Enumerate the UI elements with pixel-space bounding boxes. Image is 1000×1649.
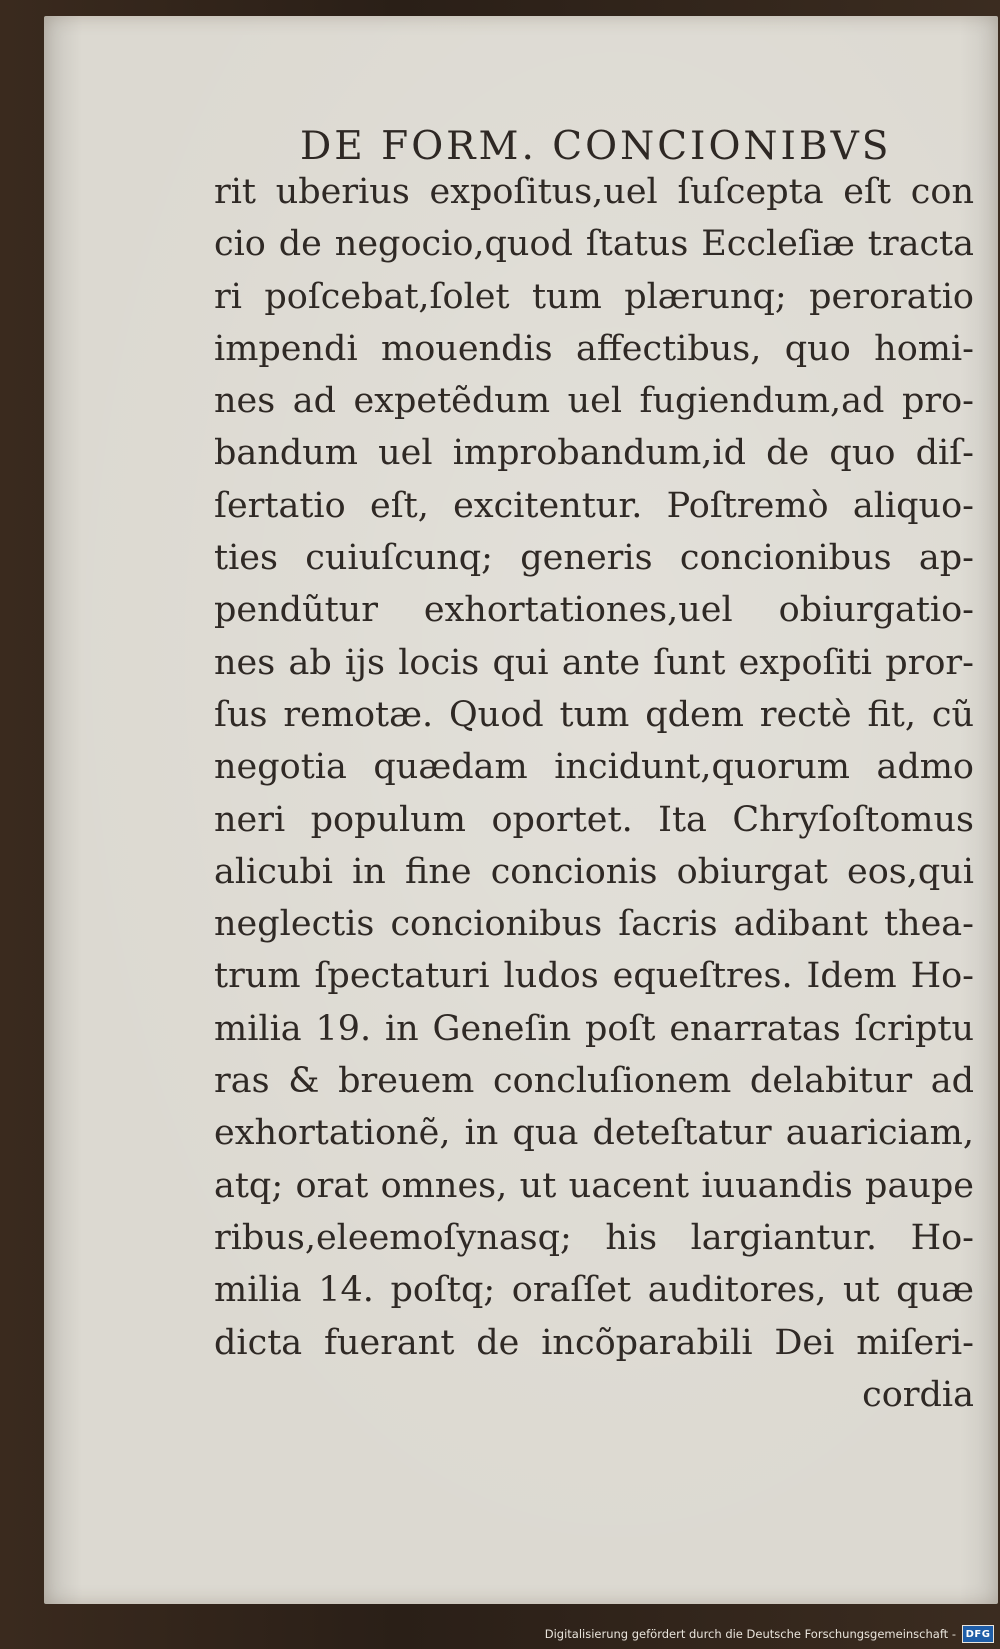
text-line: trum ſpectaturi ludos equeſtres. Idem Ho-: [214, 956, 974, 997]
text-line: impendi mouendis affectibus, quo homi-: [214, 328, 974, 369]
funding-credit: Digitalisierung gefördert durch die Deutsche Forschungsgemeinschaft -: [544, 1627, 956, 1641]
text-line: nes ad expetẽdum uel fugiendum,ad pro-: [214, 381, 974, 422]
text-line: ri poſcebat,ſolet tum plærunq; peroratio: [214, 276, 974, 317]
text-line: bandum uel improbandum,id de quo diſ-: [214, 433, 974, 474]
text-line: nes ab ijs locis qui ante ſunt expoſiti pror-: [214, 642, 974, 683]
running-head: DE FORM. CONCIONIBVS: [300, 124, 892, 169]
text-line: exhortationẽ, in qua deteſtatur auariciam,: [214, 1113, 974, 1154]
dfg-logo: DFG: [962, 1625, 994, 1643]
text-line: cio de negocio,quod ſtatus Eccleſiæ tracta: [214, 224, 974, 265]
text-line: rit uberius expoſitus,uel ſuſcepta eſt con: [214, 172, 974, 212]
text-block: [214, 166, 974, 1421]
text-line: milia 14. poſtq; oraſſet auditores, ut quæ: [214, 1270, 974, 1311]
text-line: ſertatio eſt, excitentur. Poſtremò aliquo-: [214, 485, 974, 526]
text-line: neglectis concionibus ſacris adibant thea-: [214, 904, 974, 945]
catchword: cordia: [862, 1374, 974, 1415]
text-line: milia 19. in Geneſin poſt enarratas ſcriptu: [214, 1008, 974, 1049]
text-line: ribus,eleemoſynasq; his largiantur. Ho-: [214, 1217, 974, 1258]
text-line: ſus remotæ. Quod tum qdem rectè fit, cũ: [214, 694, 974, 735]
digitization-footer: [545, 1623, 994, 1645]
text-line: neri populum oportet. Ita Chryſoſtomus: [214, 799, 974, 840]
text-line: ras & breuem concluſionem delabitur ad: [214, 1061, 974, 1102]
text-line: dicta fuerant de incõparabili Dei miſeri-: [214, 1322, 974, 1363]
text-line: ties cuiuſcunq; generis concionibus ap-: [214, 538, 974, 579]
text-line: pendũtur exhortationes,uel obiurgatio-: [214, 590, 974, 631]
text-line: atq; orat omnes, ut uacent iuuandis paupe: [214, 1165, 974, 1206]
text-line: negotia quædam incidunt,quorum admo: [214, 747, 974, 788]
text-line: alicubi in fine concionis obiurgat eos,qui: [214, 851, 974, 892]
